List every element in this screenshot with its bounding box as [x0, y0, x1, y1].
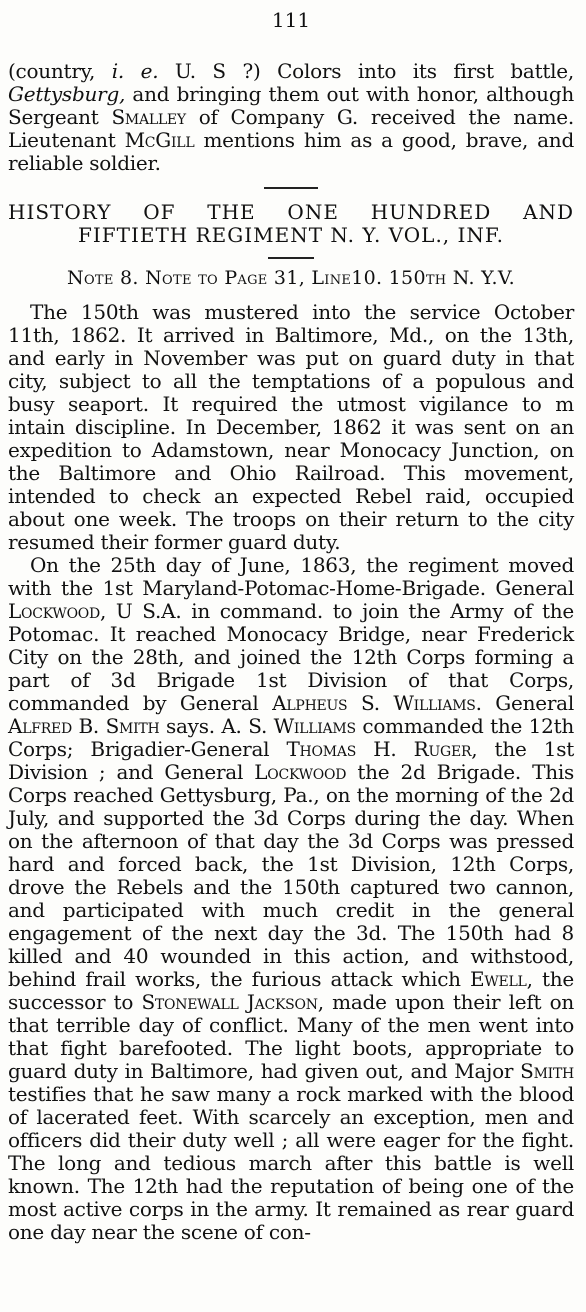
- heading-divider: [268, 257, 314, 259]
- note-reference: Note 8. Note to Page 31, Line10. 150th N. Y.V.: [67, 267, 515, 289]
- section-divider: [264, 187, 318, 189]
- heading-line-1: HISTORY OF THE ONE HUNDRED AND: [8, 200, 574, 224]
- page-number: 111: [271, 8, 311, 32]
- section-heading: [8, 201, 574, 247]
- heading-line-2: FIFTIETH REGIMENT N. Y. VOL., INF.: [77, 223, 505, 247]
- paragraph-1: The 150th was mustered into the service October 11th, 1862. It arrived in Baltimore, Md., on the 13th, and early in November was put on guard duty in that city, subject to all the temptations of a populous and busy seaport. It required the utmost vigilance to m intain discipline. In December, 1862 it was sent on an expedition to Adamstown, near Monocacy Junction, on the Baltimore and Ohio Railroad. This movement, intended to check an expected Rebel raid, occupied about one week. The troops on their return to the city resumed their former guard duty.: [8, 300, 574, 554]
- continued-paragraph: (country, i. e. U. S ?) Colors into its first battle, Gettysburg, and bringing them out with honor, although Sergeant Smalley of Company G. received the name. Lieutenant McGill mentions him as a good, brave, and reliable soldier.: [8, 59, 574, 175]
- paragraph-2: On the 25th day of June, 1863, the regiment moved with the 1st Maryland-Potomac-Home-Brigade. General Lockwood, U S.A. in command. to join the Army of the Potomac. It reached Monocacy Bridge, near Frederick City on the 28th, and joined the 12th Corps forming a part of 3d Brigade 1st Division of that Corps, commanded by General Alpheus S. Williams. General Alfred B. Smith says. A. S. Williams commanded the 12th Corps; Brigadier-General Thomas H. Ruger, the 1st Division ; and General Lockwood the 2d Brigade. This Corps reached Gettysburg, Pa., on the morning of the 2d July, and supported the 3d Corps during the day. When on the afternoon of that day the 3d Corps was pressed hard and forced back, the 1st Division, 12th Corps, drove the Rebels and the 150th captured two cannon, and participated with much credit in the general engagement of the next day the 3d. The 150th had 8 killed and 40 wounded in this action, and withstood, behind frail works, the furious attack which Ewell, the successor to Stonewall Jackson, made upon their left on that terrible day of conflict. Many of the men went into that fight barefooted. The light boots, appropriate to guard duty in Baltimore, had given out, and Major Smith testifies that he saw many a rock marked with the blood of lacerated feet. With scarcely an exception, men and officers did their duty well ; all were eager for the fight. The long and tedious march after this battle is well known. The 12th had the reputation of being one of the most active corps in the army. It remained as rear guard one day near the scene of con-: [8, 553, 574, 1244]
